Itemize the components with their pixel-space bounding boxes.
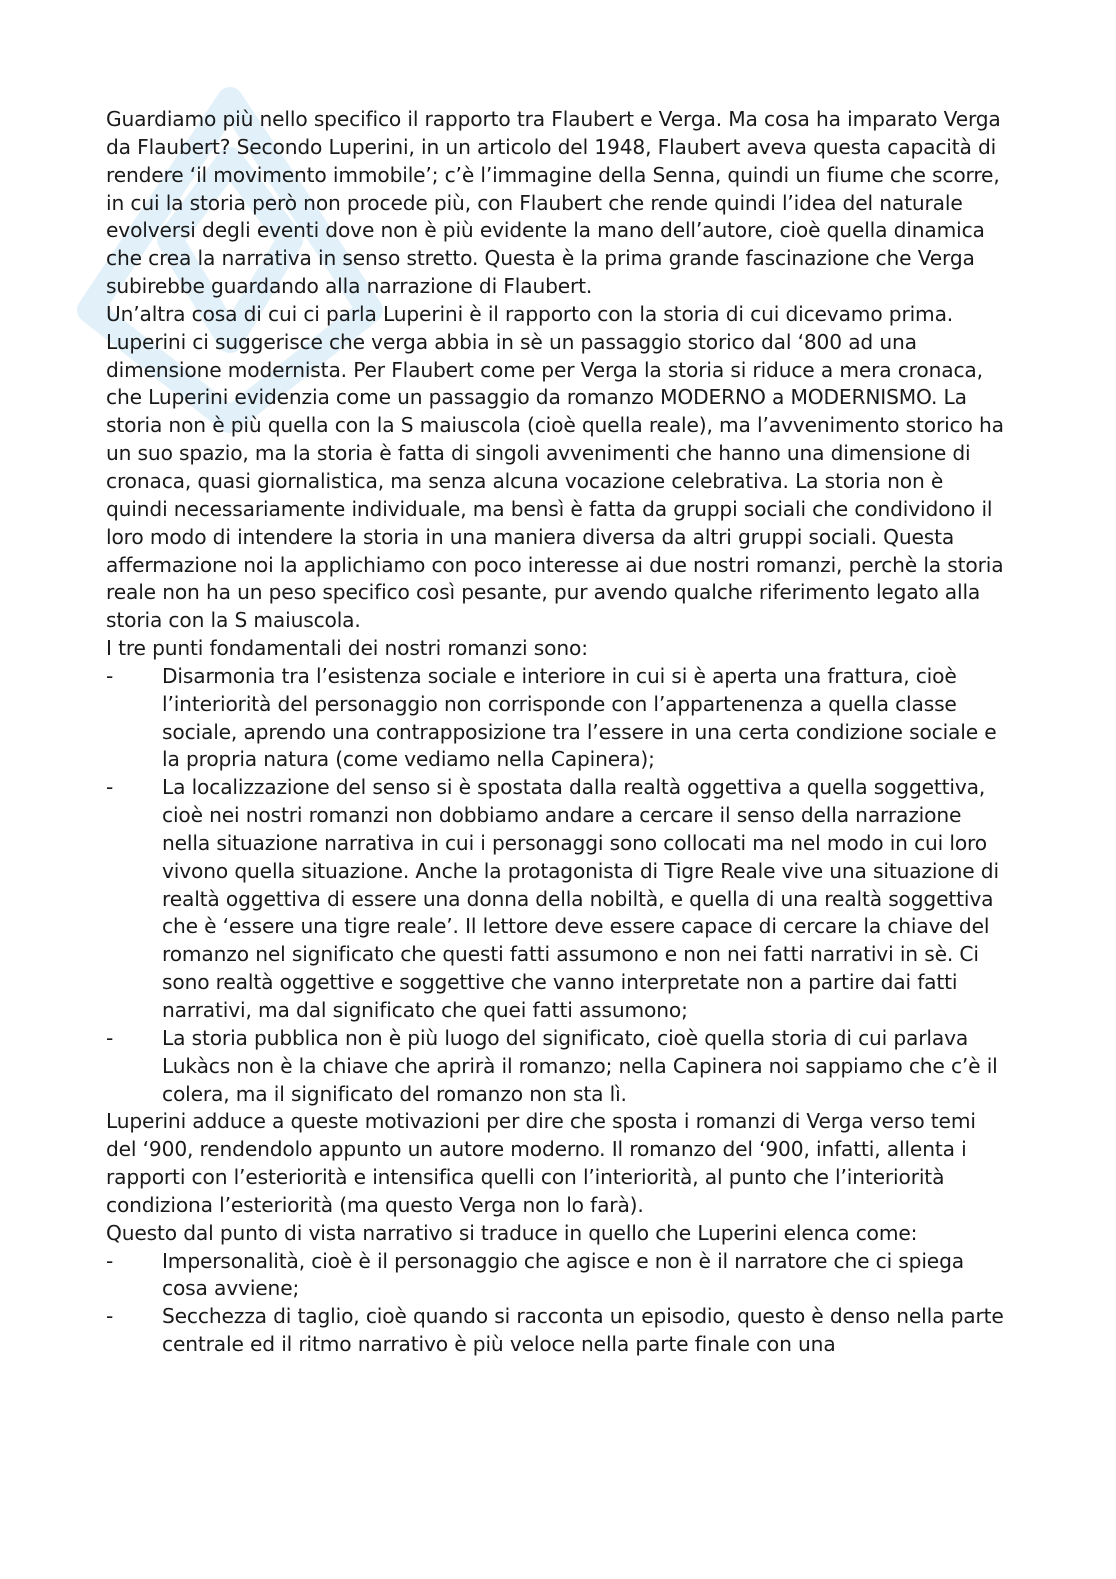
list-item-text: La storia pubblica non è più luogo del significato, cioè quella storia di cui parlava Lukàcs non è la chiave che aprirà il romanzo; nella Capinera noi sappiamo che c’è il colera, ma il significato del romanzo non sta lì. xyxy=(162,1025,998,1106)
paragraph-tre-punti: I tre punti fondamentali dei nostri romanzi sono: xyxy=(106,636,588,661)
list-item-text: Disarmonia tra l’esistenza sociale e interiore in cui si è aperta una frattura, cioè l’interiorità del personaggio non corrisponde con l’appartenenza a quella classe sociale, aprendo una contrapposizione tra l’essere in una certa condizione sociale e la propria natura (come vediamo nella Capinera); xyxy=(162,663,997,772)
paragraph-storia: Un’altra cosa di cui ci parla Luperini è il rapporto con la storia di cui dicevamo prima. Luperini ci suggerisce che verga abbia in sè un passaggio storico dal ‘800 ad una dimensione modernista. Per Flaubert come per Verga la storia si riduce a mera cronaca, che Luperini evidenzia come un passaggio da romanzo MODERNO a MODERNISMO. La storia non è più quella con la S maiuscola (cioè quella reale), ma l’avvenimento storico ha un suo spazio, ma la storia è fatta di singoli avvenimenti che hanno una dimensione di cronaca, quasi giornalistica, ma senza alcuna vocazione celebrativa. La storia non è quindi necessariamente individuale, ma bensì è fatta da gruppi sociali che condividono il loro modo di intendere la storia in una maniera diversa da altri gruppi sociali. Questa affermazione noi la applichiamo con poco interesse ai due nostri romanzi, perchè la storia reale non ha un peso specifico così pesante, pur avendo qualche riferimento legato alla storia con la S maiuscola. xyxy=(106,301,1004,633)
paragraph-punto-di-vista: Questo dal punto di vista narrativo si traduce in quello che Luperini elenca come: xyxy=(106,1220,918,1245)
list-caratteristiche xyxy=(106,1248,1006,1359)
list-item xyxy=(106,1248,1006,1304)
list-tre-punti xyxy=(106,663,1006,1109)
list-item-text: La localizzazione del senso si è spostata dalla realtà oggettiva a quella soggettiva, cioè nei nostri romanzi non dobbiamo andare a cercare il senso della narrazione nella situazione narrativa in cui i personaggi sono collocati ma nel modo in cui loro vivono quella situazione. Anche la protagonista di Tigre Reale vive una situazione di realtà oggettiva di essere una donna della nobiltà, e quella di una realtà soggettiva che è ‘essere una tigre reale’. Il lettore deve essere capace di cercare la chiave del romanzo nel significato che questi fatti assumono e non nei fatti narrativi in sè. Ci sono realtà oggettive e soggettive che vanno interpretate non a partire dai fatti narrativi, ma dal significato che quei fatti assumono; xyxy=(162,775,999,1022)
list-dash: - xyxy=(106,775,114,800)
list-item-text: Secchezza di taglio, cioè quando si racconta un episodio, questo è denso nella parte centrale ed il ritmo narrativo è più veloce nella parte finale con una xyxy=(162,1304,1004,1357)
paragraph-luperini-900: Luperini adduce a queste motivazioni per dire che sposta i romanzi di Verga verso temi del ‘900, rendendolo appunto un autore moderno. Il romanzo del ‘900, infatti, allenta i rapporti con l’esteriorità e intensifica quelli con l’interiorità, al punto che l’interiorità condiziona l’esteriorità (ma questo Verga non lo farà). xyxy=(106,1109,976,1217)
list-item xyxy=(106,663,1006,774)
document-body xyxy=(106,106,1006,1359)
list-item-text: Impersonalità, cioè è il personaggio che agisce e non è il narratore che ci spiega cosa avviene; xyxy=(162,1248,964,1301)
list-dash: - xyxy=(106,1304,114,1329)
list-dash: - xyxy=(106,1248,114,1273)
list-item xyxy=(106,1025,1006,1109)
list-item xyxy=(106,774,1006,1025)
list-dash: - xyxy=(106,663,114,688)
list-item xyxy=(106,1303,1006,1359)
list-dash: - xyxy=(106,1025,114,1050)
paragraph-flaubert-verga: Guardiamo più nello specifico il rapporto tra Flaubert e Verga. Ma cosa ha imparato Verga da Flaubert? Secondo Luperini, in un articolo del 1948, Flaubert aveva questa capacità di rendere ‘il movimento immobile’; c’è l’immagine della Senna, quindi un fiume che scorre, in cui la storia però non procede più, con Flaubert che rende quindi l’idea del naturale evolversi degli eventi dove non è più evidente la mano dell’autore, cioè quella dinamica che crea la narrativa in senso stretto. Questa è la prima grande fascinazione che Verga subirebbe guardando alla narrazione di Flaubert. xyxy=(106,107,1001,299)
